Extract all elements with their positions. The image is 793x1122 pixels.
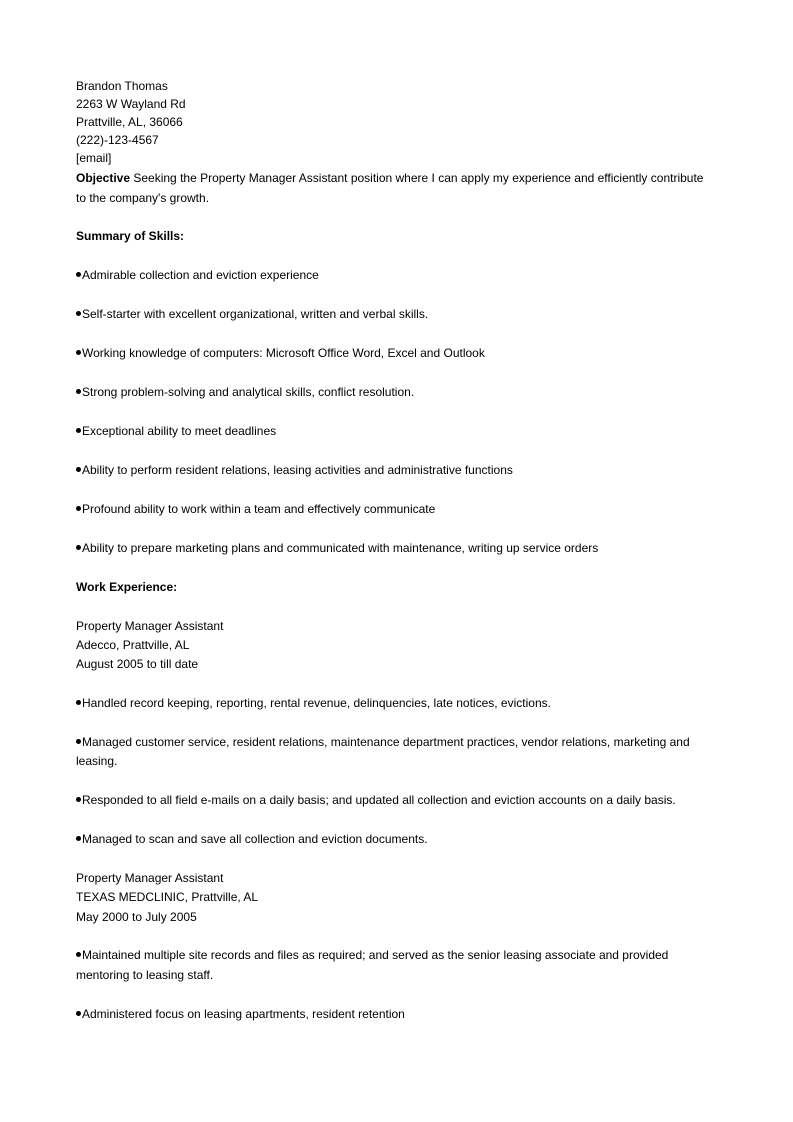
bullet-icon (76, 389, 81, 394)
job-header (76, 617, 716, 675)
skills-heading: Summary of Skills: (76, 229, 185, 243)
contact-name: Brandon Thomas (76, 79, 168, 93)
skill-text: Profound ability to work within a team and effectively communicate (82, 502, 436, 516)
job-header (76, 869, 716, 927)
bullet-icon (76, 1011, 81, 1016)
job-title: Property Manager Assistant (76, 871, 224, 886)
job-bullet (76, 830, 706, 850)
contact-city: Prattville, AL, 36066 (76, 115, 183, 129)
skill-text: Ability to prepare marketing plans and communicated with maintenance, writing up service orders (82, 541, 599, 555)
job-bullet-text: Responded to all field e-mails on a daily basis; and updated all collection and eviction accounts on a daily basis. (82, 793, 676, 808)
contact-block (76, 77, 716, 167)
contact-address: 2263 W Wayland Rd (76, 97, 186, 111)
bullet-icon (76, 272, 81, 277)
bullet-icon (76, 797, 81, 802)
job-company: Adecco, Prattville, AL (76, 637, 190, 652)
skill-text: Strong problem-solving and analytical skills, conflict resolution. (82, 385, 415, 399)
bullet-icon (76, 311, 81, 316)
bullet-icon (76, 952, 81, 957)
job-dates: August 2005 to till date (76, 656, 199, 671)
skill-item (76, 500, 706, 520)
job-bullet-text: Handled record keeping, reporting, rental revenue, delinquencies, late notices, evictions. (82, 695, 551, 710)
bullet-icon (76, 700, 81, 705)
skill-text: Admirable collection and eviction experience (82, 268, 319, 282)
job-title: Property Manager Assistant (76, 618, 224, 633)
skill-item (76, 539, 706, 559)
objective-text: Seeking the Property Manager Assistant position where I can apply my experience and efficiently contribute to the company's growth. (76, 171, 704, 205)
experience-heading: Work Experience: (76, 579, 178, 594)
objective-label: Objective (76, 171, 131, 185)
bullet-icon (76, 428, 81, 433)
bullet-icon (76, 545, 81, 550)
job-entry (76, 617, 716, 850)
resume-page (76, 77, 716, 1024)
skill-text: Self-starter with excellent organizational, written and verbal skills. (82, 307, 429, 321)
job-bullet (76, 946, 706, 985)
contact-phone: (222)-123-4567 (76, 133, 159, 147)
bullet-icon (76, 350, 81, 355)
contact-email: [email] (76, 151, 112, 165)
job-bullet (76, 791, 706, 811)
skill-item (76, 344, 706, 364)
job-company: TEXAS MEDCLINIC, Prattville, AL (76, 890, 259, 905)
job-bullet (76, 733, 706, 772)
job-bullet (76, 694, 706, 714)
job-bullet-text: Administered focus on leasing apartments, resident retention (82, 1006, 405, 1021)
job-entry (76, 869, 716, 1024)
job-bullet-text: Maintained multiple site records and files as required; and served as the senior leasing associate and provided mentoring to leasing staff. (76, 948, 669, 982)
bullet-icon (76, 506, 81, 511)
skills-list (76, 266, 716, 559)
job-bullet (76, 1005, 706, 1025)
skill-text: Working knowledge of computers: Microsoft Office Word, Excel and Outlook (82, 346, 485, 360)
bullet-icon (76, 836, 81, 841)
skill-item (76, 383, 706, 403)
skill-item (76, 305, 706, 325)
job-dates: May 2000 to July 2005 (76, 909, 197, 924)
skill-item (76, 266, 706, 286)
skill-text: Exceptional ability to meet deadlines (82, 424, 277, 438)
skill-text: Ability to perform resident relations, leasing activities and administrative functions (82, 463, 513, 477)
skill-item (76, 461, 706, 481)
job-bullet-text: Managed customer service, resident relations, maintenance department practices, vendor relations, marketing and leasing. (76, 734, 690, 769)
objective-paragraph (76, 169, 711, 208)
bullet-icon (76, 467, 81, 472)
job-bullet-text: Managed to scan and save all collection and eviction documents. (82, 832, 428, 847)
bullet-icon (76, 739, 81, 744)
skill-item (76, 422, 706, 442)
